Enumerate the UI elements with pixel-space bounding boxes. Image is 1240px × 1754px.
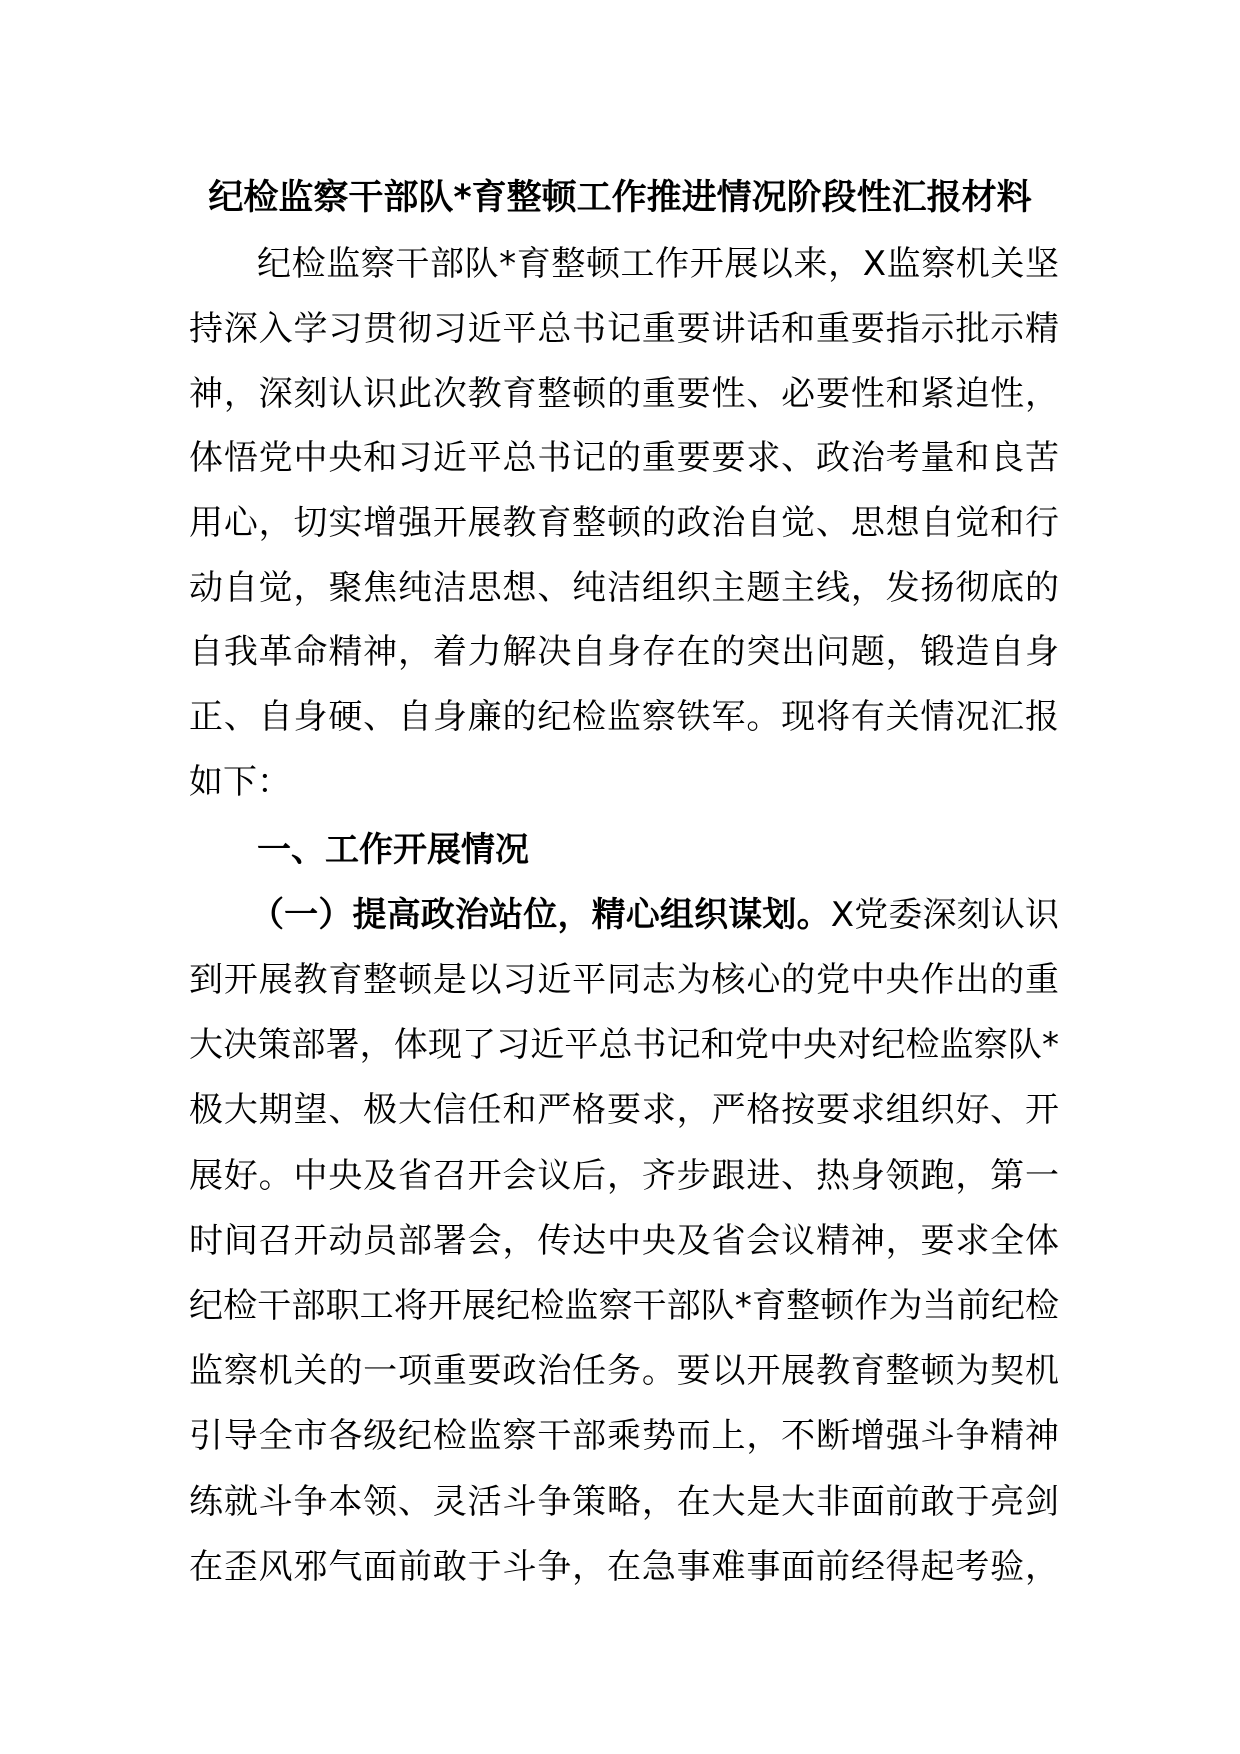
paragraph-line: 纪检监察干部队*育整顿工作开展以来，X监察机关坚: [257, 244, 1059, 284]
paragraph-line: 纪检干部职工将开展纪检监察干部队*育整顿作为当前纪检: [189, 1286, 1059, 1326]
paragraph-line: 练就斗争本领、灵活斗争策略，在大是大非面前敢于亮剑: [189, 1482, 1059, 1522]
paragraph-line: 正、自身硬、自身廉的纪检监察铁军。现将有关情况汇报: [189, 697, 1059, 737]
paragraph-line: 用心，切实增强开展教育整顿的政治自觉、思想自觉和行: [189, 503, 1059, 543]
subsection-heading: （一）提高政治站位，精心组织谋划。: [250, 895, 831, 935]
section-heading: 一、工作开展情况: [257, 830, 529, 870]
paragraph-line: 到开展教育整顿是以习近平同志为核心的党中央作出的重: [189, 960, 1059, 1000]
paragraph-line: 动自觉，聚焦纯洁思想、纯洁组织主题主线，发扬彻底的: [189, 568, 1059, 608]
paragraph-line: 展好。中央及省召开会议后，齐步跟进、热身领跑，第一: [189, 1156, 1059, 1196]
paragraph-text: X党委深刻认识: [830, 895, 1060, 935]
paragraph-line: 在歪风邪气面前敢于斗争，在急事难事面前经得起考验，: [189, 1547, 1059, 1587]
paragraph-line: 体悟党中央和习近平总书记的重要要求、政治考量和良苦: [189, 438, 1059, 478]
paragraph-line: 极大期望、极大信任和严格要求，严格按要求组织好、开: [189, 1090, 1059, 1130]
paragraph-line: 大决策部署，体现了习近平总书记和党中央对纪检监察队*: [189, 1025, 1059, 1065]
paragraph-line: 引导全市各级纪检监察干部乘势而上，不断增强斗争精神: [189, 1416, 1059, 1456]
document-title: 纪检监察干部队*育整顿工作推进情况阶段性汇报材料: [208, 178, 1032, 218]
paragraph-line: 持深入学习贯彻习近平总书记重要讲话和重要指示批示精: [189, 309, 1059, 349]
paragraph-line: 自我革命精神，着力解决自身存在的突出问题，锻造自身: [189, 632, 1059, 672]
paragraph-line: 时间召开动员部署会，传达中央及省会议精神，要求全体: [189, 1221, 1059, 1261]
paragraph-line: 神，深刻认识此次教育整顿的重要性、必要性和紧迫性，: [189, 374, 1059, 414]
paragraph-line: [250, 883, 1059, 948]
paragraph-line: 如下：: [189, 762, 291, 802]
paragraph-line: 监察机关的一项重要政治任务。要以开展教育整顿为契机: [189, 1351, 1059, 1391]
